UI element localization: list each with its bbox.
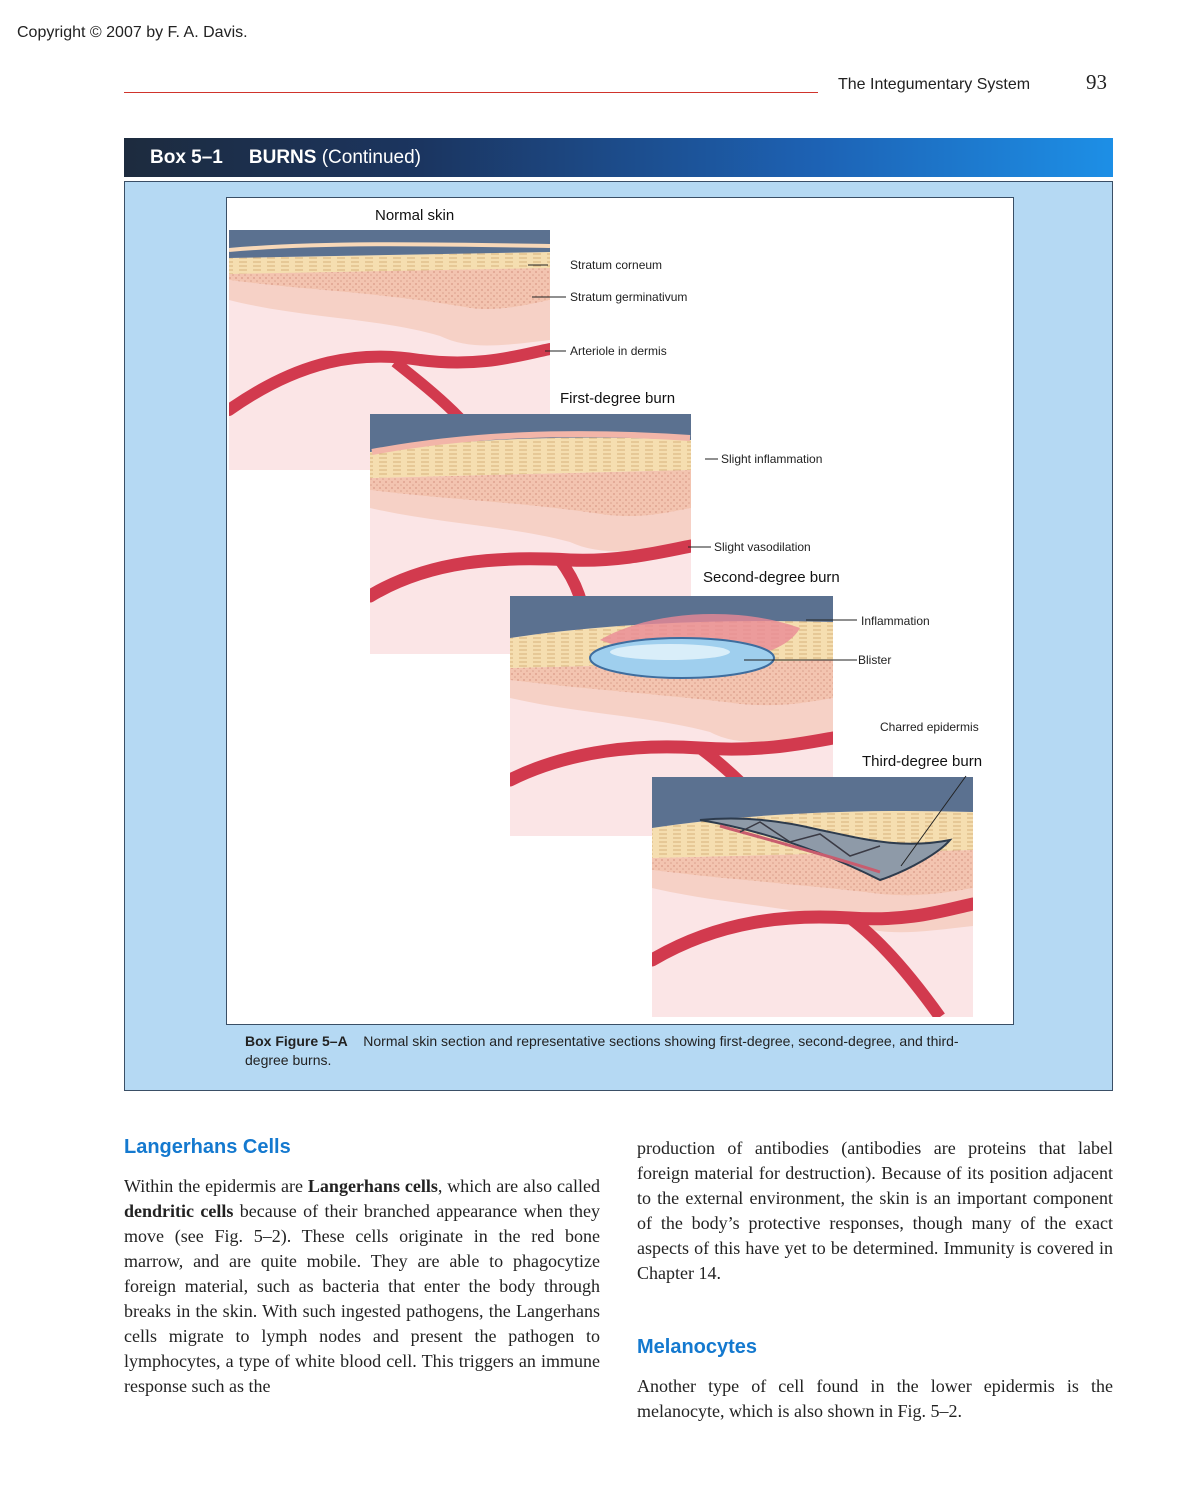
page-number: 93 <box>1086 70 1107 94</box>
heading-melanocytes: Melanocytes <box>637 1336 758 1358</box>
text-run: , which are also called <box>437 1176 600 1196</box>
melanocytes-paragraph: Another type of cell found in the lower epidermis is the melanocyte, which is also shown in Fig. 5–2. <box>637 1376 1113 1421</box>
section-title-third: Third-degree burn <box>862 753 983 770</box>
label-stratum-germinativum: Stratum germinativum <box>570 290 688 304</box>
label-slight-vasodilation: Slight vasodilation <box>714 540 811 554</box>
text-run: because of their branched appearance when they move (see Fig. 5–2). These cells originate in the red bone marrow, and are quite mobile. They are able to phagocytize foreign material, such as bacteria that enter the body through breaks in the skin. With such ingested pathogens, the Langerhans cells migrate to lymph nodes and present the pathogen to lymphocytes, a type of white blood cell. This triggers an immune response such as the <box>124 1201 601 1396</box>
section-title-first: First-degree burn <box>560 390 676 407</box>
caption-label: Box Figure 5–A <box>245 1033 348 1049</box>
langerhans-paragraph <box>124 1174 600 1399</box>
text-run: Within the epidermis are <box>124 1176 308 1196</box>
section-title-normal: Normal skin <box>375 207 455 224</box>
label-arteriole: Arteriole in dermis <box>570 344 667 358</box>
box-continued: (Continued) <box>321 147 421 168</box>
term-langerhans-cells: Langerhans cells <box>307 1176 438 1196</box>
box-number: Box 5–1 <box>150 147 223 168</box>
figure-caption <box>245 1032 980 1070</box>
heading-langerhans-cells: Langerhans Cells <box>124 1136 291 1158</box>
section-title-second: Second-degree burn <box>703 569 840 586</box>
copyright-notice: Copyright © 2007 by F. A. Davis. <box>17 24 248 41</box>
term-dendritic-cells: dendritic cells <box>124 1201 234 1221</box>
label-slight-inflammation: Slight inflammation <box>721 452 823 466</box>
label-charred-epidermis: Charred epidermis <box>880 720 979 734</box>
label-blister: Blister <box>858 653 892 667</box>
box-title: BURNS <box>248 147 317 168</box>
continuation-paragraph: production of antibodies (antibodies are proteins that label foreign material for destruction). Because of its position adjacent to the external environment, the skin is an important component of the body’s protective responses, though many of the exact aspects of this have yet to be determined. Immunity is covered in Chapter 14. <box>637 1138 1113 1283</box>
caption-text: Normal skin section and representative sections showing first-degree, second-degree, and third-degree burns. <box>245 1033 959 1068</box>
label-stratum-corneum: Stratum corneum <box>570 258 663 272</box>
label-inflammation: Inflammation <box>861 614 930 628</box>
third-degree-section <box>652 777 973 1017</box>
running-head: The Integumentary System <box>838 76 1031 93</box>
